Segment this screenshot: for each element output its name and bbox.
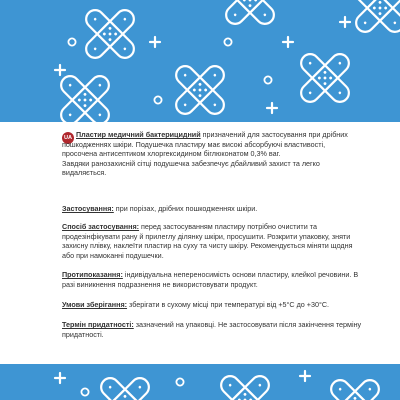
bandage-cross-icon: [338, 0, 400, 50]
circle-icon: [224, 38, 231, 45]
circle-icon: [68, 38, 75, 45]
usage-text: при порізах, дрібних пошкодженнях шкіри.: [113, 204, 258, 213]
plus-icon: [300, 371, 310, 381]
plus-icon: [55, 65, 65, 75]
intro-extra: Завдяки ранозахисній сітці подушечка забезпечує дбайливий захист та легко видаляється.: [62, 158, 320, 177]
storage-text: зберігати в сухому місці при температурі від +5°С до +30°С.: [127, 300, 330, 309]
storage-title: Умови зберігання:: [62, 300, 128, 309]
section-storage: [62, 300, 362, 310]
bandage-cross-icon: [203, 364, 288, 400]
language-badge: UA: [62, 132, 74, 144]
bandage-cross-icon: [83, 364, 168, 400]
bandage-pattern: [0, 0, 400, 122]
usage-title: Застосування:: [62, 204, 114, 213]
circle-icon: [154, 96, 161, 103]
bandage-cross-icon: [283, 36, 368, 121]
plus-icon: [283, 37, 293, 47]
intro-text: призначений для застосування при дрібних пошкодженнях шкіри. Подушечка пластиру має високі абсорбуючі властивості, просочена антисептиком хлоргексидином біглюконатом 0,3% ваг.: [62, 130, 348, 158]
intro-title: Пластир медичний бактерицидний: [76, 130, 201, 139]
circle-icon: [81, 388, 88, 395]
method-text: перед застосуванням пластиру потрібно очистити та продезінфікувати рану й прилеглу ділянку шкіри, просушити. Розкрити упаковку, зняти захисну плівку, наклеїти пластир на суху та чисту шкіру. Рекомендується міняти щодня або при намоканні подушечки.: [62, 222, 353, 260]
circle-icon: [264, 76, 271, 83]
bottom-pattern-band: [0, 364, 400, 400]
bandage-cross-icon: [313, 364, 398, 400]
top-pattern-band: [0, 0, 400, 122]
contra-title: Протипоказання:: [62, 270, 123, 279]
plus-icon: [150, 37, 160, 47]
shelf-text: зазначений на упаковці. Не застосовувати після закінчення терміну придатності.: [62, 320, 362, 339]
circle-icon: [176, 378, 183, 385]
plus-icon: [340, 17, 350, 27]
bandage-cross-icon: [68, 0, 153, 76]
section-contraindications: [62, 270, 362, 289]
shelf-title: Термін придатності:: [62, 320, 134, 329]
bandage-cross-icon: [208, 0, 293, 42]
section-shelf-life: [62, 320, 362, 339]
bandage-cross-icon: [43, 58, 128, 122]
plus-icon: [55, 373, 65, 383]
plus-icon: [267, 103, 277, 113]
section-intro: [62, 130, 362, 178]
contra-text: індивідуальна непереносимість основи пластиру, клейкої речовини. В разі виникнення подразнення не використовувати продукт.: [62, 270, 359, 289]
section-usage: [62, 204, 362, 214]
bandage-cross-icon: [158, 48, 243, 122]
section-method: [62, 222, 362, 260]
bandage-pattern: [0, 364, 400, 400]
method-title: Спосіб застосування:: [62, 222, 140, 231]
